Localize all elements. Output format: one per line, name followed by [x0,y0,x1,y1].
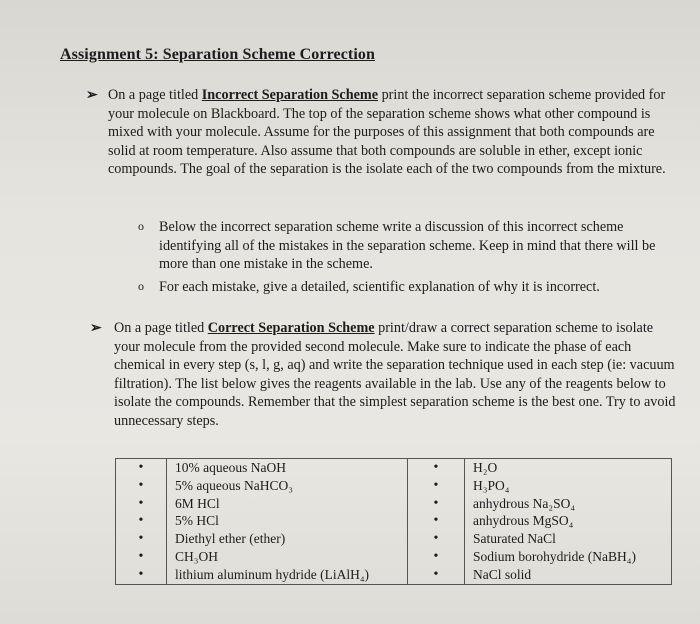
section1-subitem-2: For each mistake, give a detailed, scientific explanation of why it is incorrect. [159,279,600,295]
reagent-item: anhydrous MgSO₄ [473,513,574,529]
section1-body: print the incorrect separation scheme provided for your molecule on Blackboard. The top of the separation scheme shows what other compound is mixed with your molecule. Assume for the purposes of this assignment that both compounds are solid at room temperature. Also assume that both compounds are soluble in ether, except ionic compounds. The goal of the separation is the isolate each of the two compounds from the mixture. [108,87,666,177]
list-bullet: • [433,477,439,493]
list-bullet: • [433,548,439,564]
reagent-item: 5% aqueous NaHCO₃ [175,477,293,493]
section1-page-title: Incorrect Separation Scheme [201,87,379,103]
section2-paragraph [114,319,680,430]
list-bullet: • [433,460,439,475]
reagent-item: 5% HCl [175,513,219,529]
list-bullet: • [433,566,439,582]
bullet-column [408,459,465,585]
reagents-left-column [167,459,408,585]
reagent-item: anhydrous Na₂SO₄ [473,495,576,511]
reagent-item: Saturated NaCl [473,531,556,547]
circle-bullet-icon: o [138,219,144,233]
arrow-bullet-icon: ➢ [86,88,98,103]
assignment-heading: Assignment 5: Separation Scheme Correction [60,46,375,63]
reagent-item: NaCl solid [473,566,532,582]
section2-intro: On a page titled [114,320,205,336]
reagent-item: CH₃OH [175,548,218,564]
list-bullet: • [433,531,439,547]
list-bullet: • [138,566,144,582]
bullet-column [116,459,167,585]
list-bullet: • [138,460,144,475]
reagent-item: 10% aqueous NaOH [175,460,286,475]
reagent-item: Sodium borohydride (NaBH₄) [473,548,636,564]
section2-page-title: Correct Separation Scheme [207,320,375,336]
reagents-right-column [465,459,672,585]
reagents-table [115,458,672,585]
reagent-item: 6M HCl [175,495,220,511]
reagent-item: H₂O [473,460,498,475]
section1-subitem-1: Below the incorrect separation scheme write a discussion of this incorrect scheme identifying all of the mistakes in the separation scheme. Keep in mind that there will be more than one mistake in the scheme. [159,219,656,272]
list-bullet: • [433,513,439,529]
reagent-item: Diethyl ether (ether) [175,531,286,547]
section2-body: print/draw a correct separation scheme to isolate your molecule from the provided second molecule. Make sure to indicate the phase of each chemical in every step (s, l, g, aq) and write the separation technique used in each step (ie: vacuum filtration). The list below gives the reagents available in the lab. Use any of the reagents below to isolate the compounds. Remember that the simplest separation scheme is the best one. Try to avoid unnecessary steps. [114,320,676,429]
list-bullet: • [138,477,144,493]
section1-paragraph [108,86,682,179]
list-bullet: • [433,495,439,511]
list-bullet: • [138,513,144,529]
circle-bullet-icon: o [138,279,144,293]
reagent-item: H₃PO₄ [473,477,510,493]
list-bullet: • [138,495,144,511]
section1-intro: On a page titled [108,87,199,103]
arrow-bullet-icon: ➢ [90,321,102,336]
reagent-item: lithium aluminum hydride (LiAlH₄) [175,566,370,582]
list-bullet: • [138,531,144,547]
list-bullet: • [138,548,144,564]
